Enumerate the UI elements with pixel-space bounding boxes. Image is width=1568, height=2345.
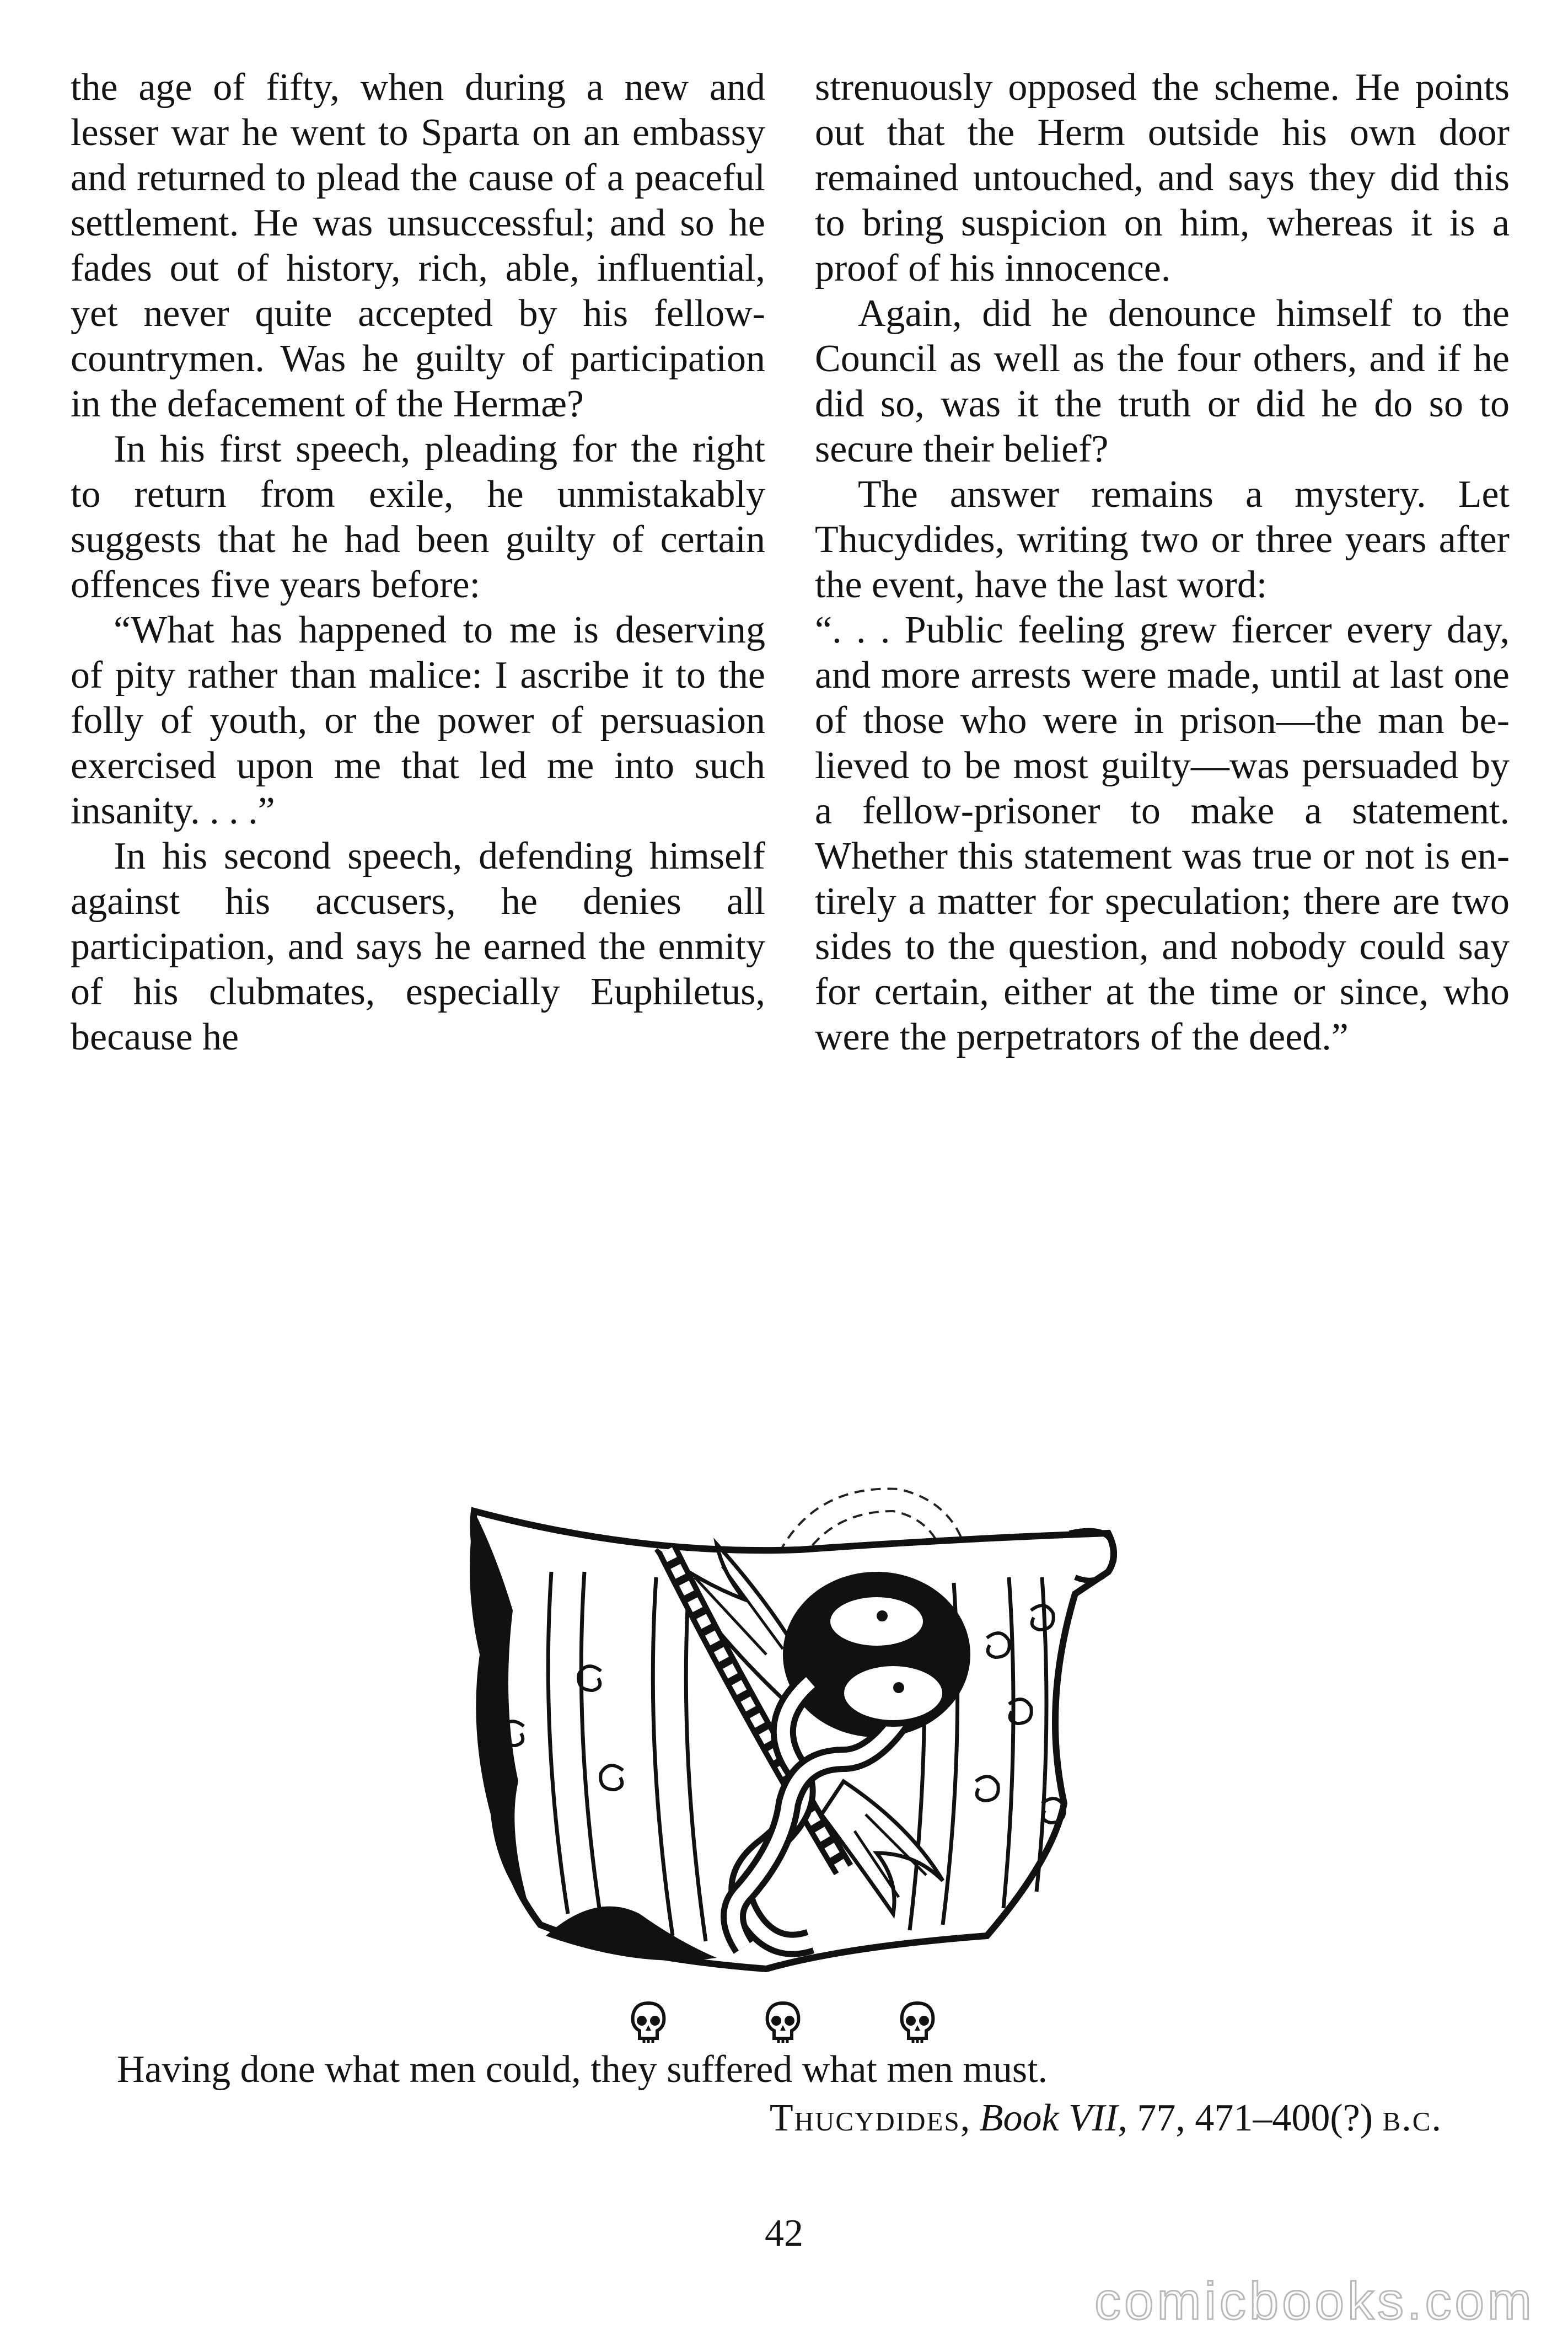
left-paragraph-3: In his second speech, defending himself against his accusers, he denies all participation, and says he earned the enmity of his clubmates, especially Euphiletus, because he: [71, 835, 765, 1058]
right-column: [815, 65, 1510, 1060]
left-block-quote: “What has happened to me is deserving of pity rather than malice: I ascribe it to the folly of youth, or the power of persuasion exercised upon me that led me into such insanity. . . .”: [71, 609, 765, 832]
page-number: 42: [765, 2212, 803, 2255]
left-paragraph-1: the age of fifty, when during a new and lesser war he went to Sparta on an embassy and returned to plead the cause of a peaceful settlement. He was unsuccessful; and so he fades out of history, rich, able, influential, yet never quite accepted by his fellow-countrymen. Was he guilty of participation in the defacement of the Hermæ?: [71, 66, 765, 425]
right-paragraph-3: The answer remains a mystery. Let Thucydides, writing two or three years after the event, have the last word:: [815, 473, 1510, 606]
skull-icon: [898, 2001, 937, 2045]
right-paragraph-1: strenuously opposed the scheme. He points out that the Herm outside his own door remained untouched, and says they did this to bring suspicion on him, whereas it is a proof of his innocence.: [815, 66, 1510, 290]
epigraph-quote: Having done what men could, they suffered what men must.: [117, 2048, 1048, 2091]
left-column: [71, 65, 765, 1060]
epigraph-era: b.c.: [1382, 2097, 1442, 2139]
left-paragraph-2: In his first speech, pleading for the right to return from exile, he unmistakably suggests that he had been guilty of certain offences five years before:: [71, 428, 765, 606]
right-block-quote: “. . . Public feeling grew fiercer every day, and more arrests were made, until at last one of those who were in prison—the man believed to be most guilty—was persuaded by a fellow-prisoner to make a statement. Whether this statement was true or not is entirely a matter for speculation; there are two sides to the question, and nobody could say for certain, either at the time or since, who were the perpetrators of the deed.”: [815, 609, 1510, 1058]
skull-icon: [629, 2001, 668, 2045]
winged-caduceus-serpents-icon: [458, 1473, 1119, 1980]
skull-icon: [763, 2001, 803, 2045]
epigraph-attribution: Thucydides, Book VII, 77, 471–400(?) b.c.: [769, 2097, 1442, 2139]
epigraph-author: Thucydides: [769, 2097, 960, 2139]
epigraph-reference: 77, 471–400(?): [1127, 2097, 1383, 2139]
epigraph-work: Book VII,: [979, 2097, 1127, 2139]
watermark: comicbooks.com: [1094, 2272, 1535, 2331]
skull-divider: [629, 2001, 937, 2045]
right-paragraph-2: Again, did he denounce himself to the Council as well as the four others, and if he did so, was it the truth or did he do so to secure their belief?: [815, 292, 1510, 470]
